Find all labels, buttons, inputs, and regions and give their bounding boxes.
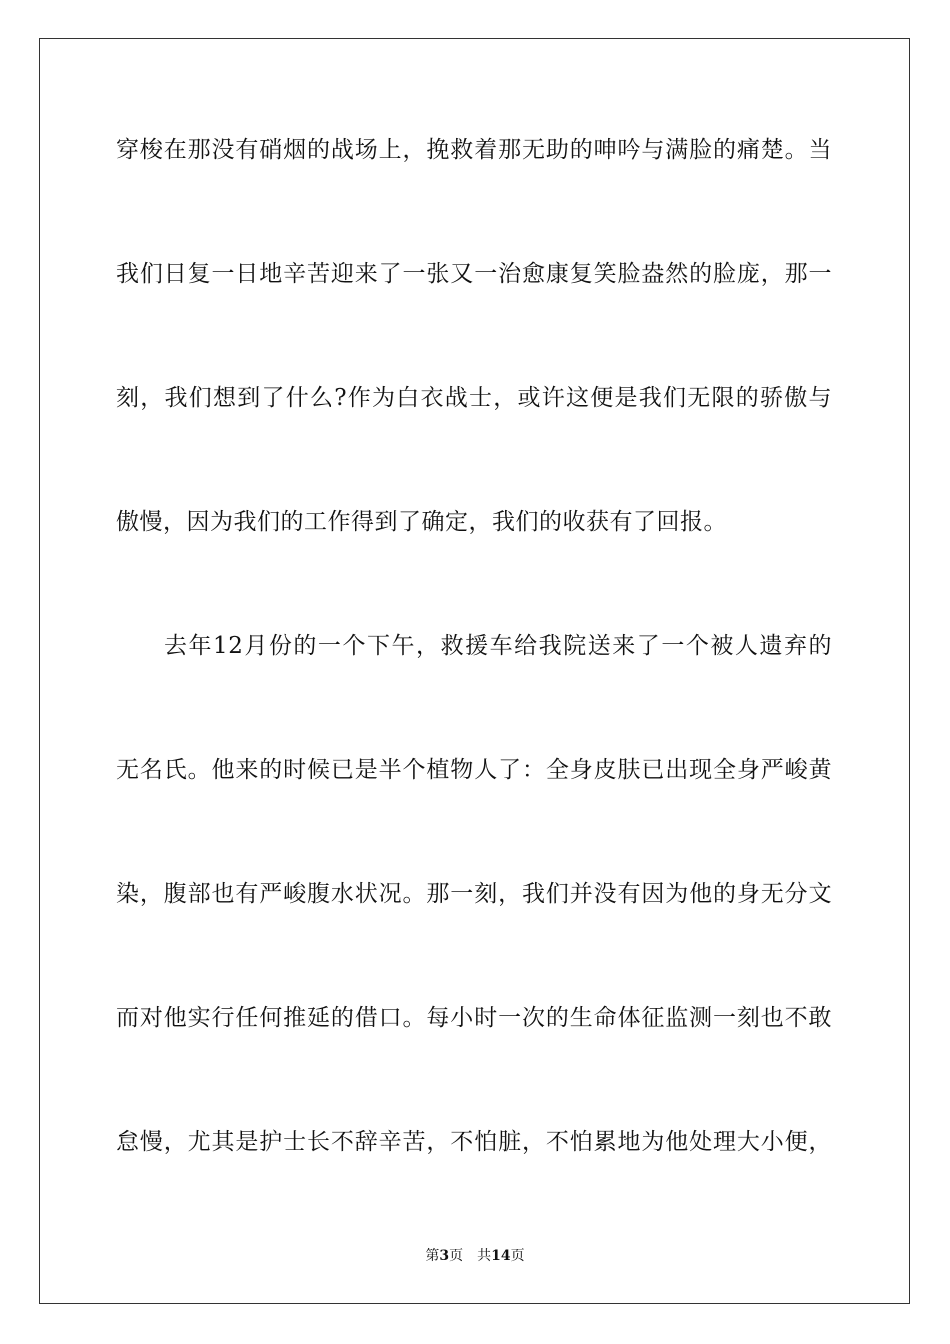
page-prefix: 第 bbox=[425, 1248, 440, 1264]
body-text-line: 傲慢，因为我们的工作得到了确定，我们的收获有了回报。 bbox=[116, 509, 727, 535]
body-text-line-indented: 去年12月份的一个下午，救援车给我院送来了一个被人遗弃的 bbox=[164, 633, 832, 659]
page-border bbox=[39, 38, 910, 1304]
body-text-line: 而对他实行任何推延的借口。每小时一次的生命体征监测一刻也不敢 bbox=[116, 1005, 832, 1031]
body-text-line: 怠慢，尤其是护士长不辞辛苦，不怕脏，不怕累地为他处理大小便， bbox=[116, 1129, 832, 1155]
page-number: 3 bbox=[439, 1248, 450, 1264]
body-text-line: 刻，我们想到了什么?作为白衣战士，或许这便是我们无限的骄傲与 bbox=[116, 385, 832, 411]
page-suffix: 页 bbox=[449, 1248, 464, 1264]
page-footer bbox=[0, 1247, 950, 1265]
body-text-line: 穿梭在那没有硝烟的战场上，挽救着那无助的呻吟与满脸的痛楚。当 bbox=[116, 137, 832, 163]
body-text-line: 无名氏。他来的时候已是半个植物人了：全身皮肤已出现全身严峻黄 bbox=[116, 757, 832, 783]
body-text-line: 染，腹部也有严峻腹水状况。那一刻，我们并没有因为他的身无分文 bbox=[116, 881, 832, 907]
total-pages: 14 bbox=[491, 1248, 511, 1264]
total-prefix: 共 bbox=[477, 1248, 492, 1264]
total-suffix: 页 bbox=[510, 1248, 525, 1264]
body-text-line: 我们日复一日地辛苦迎来了一张又一治愈康复笑脸盎然的脸庞，那一 bbox=[116, 261, 832, 287]
